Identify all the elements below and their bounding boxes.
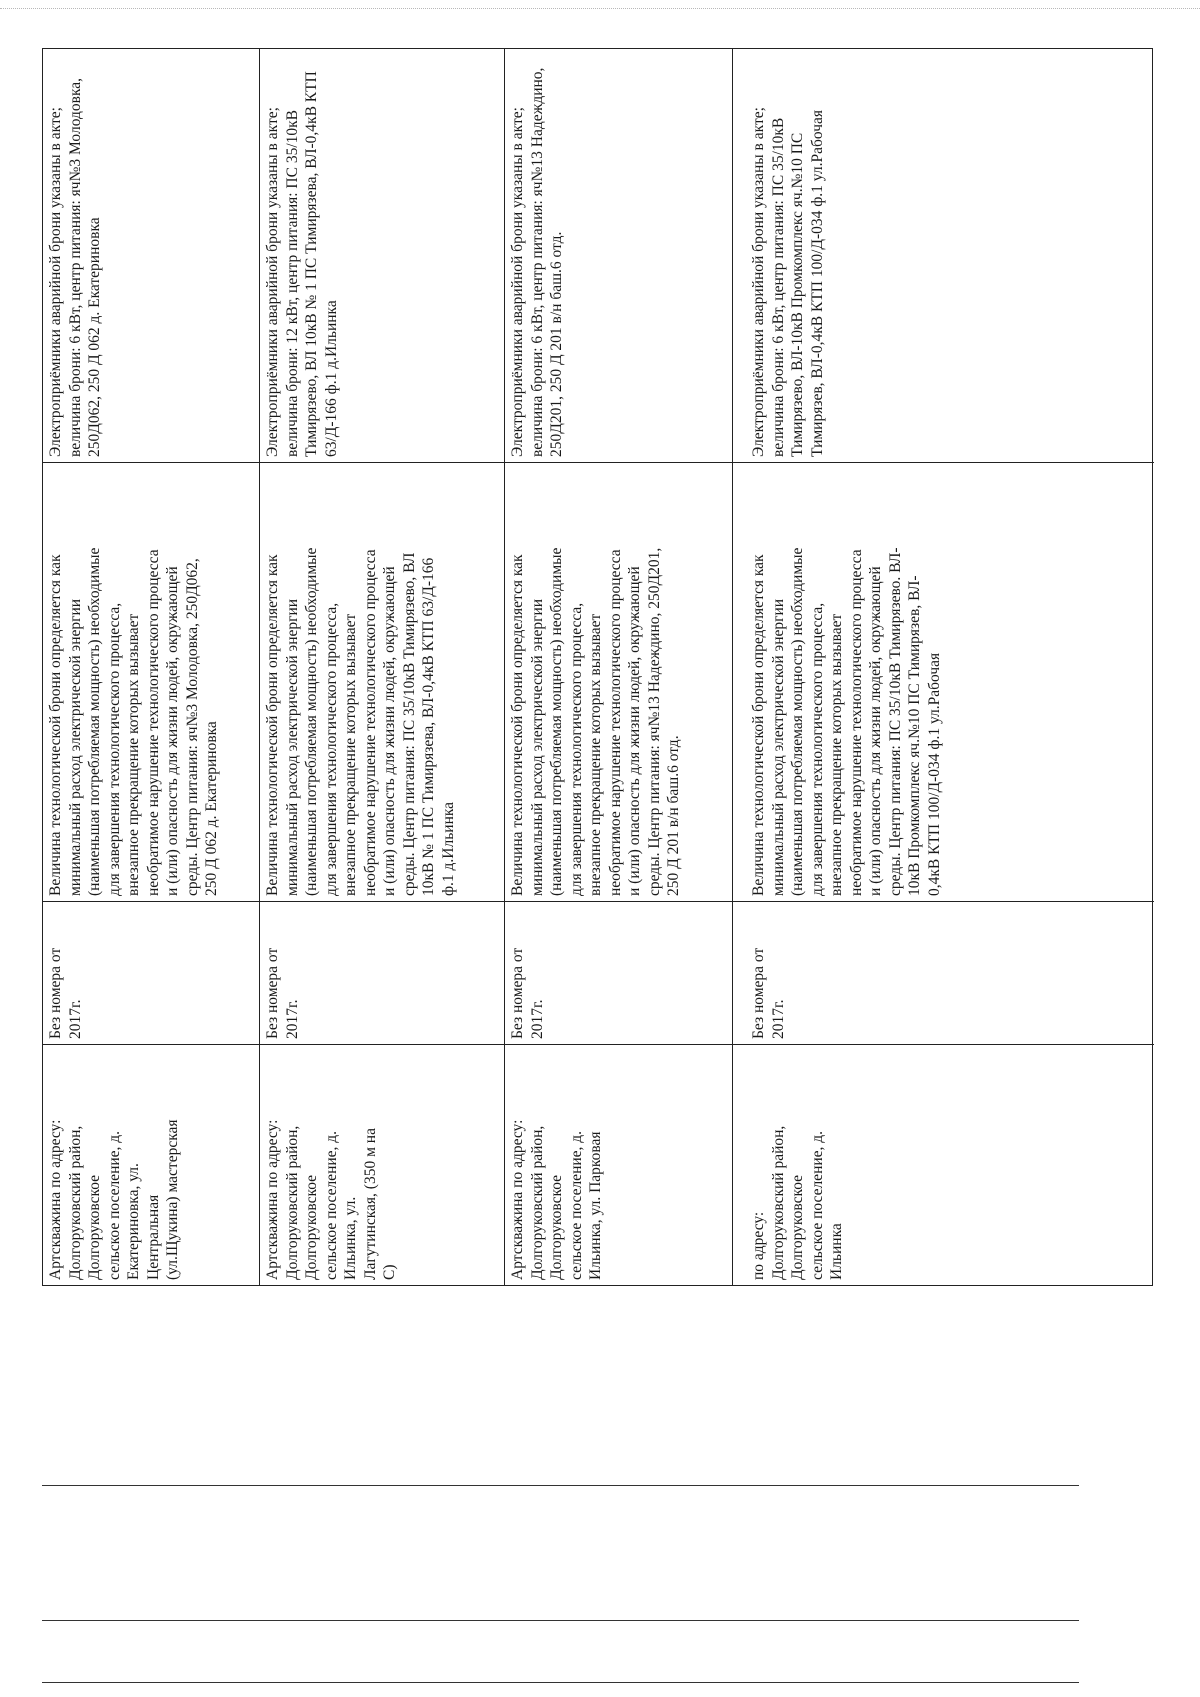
tech-reserve-cell: Величина технологической брони определяется как минимальный расход электрической энергии (наименьшая потребляемая мощность) необходимые для завершения технологического процесса, внезапное прекращение которых вызывает необратимое нарушение технологического процесса и (или) опасность для жизни людей, окружающей среды. Центр питания: ПС 35/10кВ Тимирязево, ВЛ 10кВ № 1 ПС Тимирязева, ВЛ-0,4кВ КТП 63/Д-166 ф.1 д.Ильинка xyxy=(260,463,504,902)
rotated-table-area xyxy=(42,48,1153,1286)
scan-top-edge xyxy=(0,8,1200,9)
table-row xyxy=(504,49,732,1285)
tech-reserve-cell: Величина технологической брони определяется как минимальный расход электрической энергии (наименьшая потребляемая мощность) необходимые для завершения технологического процесса, внезапное прекращение которых вызывает необратимое нарушение технологического процесса и (или) опасность для жизни людей, окружающей среды. Центр питания: яч№3 Молодовка, 250Д062, 250 Д 062 д. Екатериновка xyxy=(43,463,259,902)
act-cell: Без номера от 2017г. xyxy=(43,902,259,1045)
object-cell: Артскважина по адресу: Долгоруковский район, Долгоруковское сельское поселение, д. Ильинка, ул. Парковая xyxy=(509,1119,604,1280)
table-row xyxy=(259,49,504,1285)
act-cell: Без номера от 2017г. xyxy=(505,902,732,1045)
object-cell: по адресу: Долгоруковский район, Долгоруковское сельское поселение, д. Ильинка xyxy=(750,1125,845,1280)
horizontal-rule xyxy=(42,1682,1079,1683)
emergency-reserve-cell: Электроприёмники аварийной брони указаны в акте; величина брони: 6 кВт, центр питания: ПС 35/10кВ Тимирязево, ВЛ-10кВ Промкомплекс яч.№10 ПС Тимирязев, ВЛ-0,4кВ КТП 100/Д-034 ф.1 ул.Рабочая xyxy=(733,47,1154,463)
emergency-reserve-cell: Электроприёмники аварийной брони указаны в акте; величина брони: 6 кВт, центр питания: яч№3 Молодовка, 250Д062, 250 Д 062 д. Екатериновка xyxy=(43,47,259,463)
act-cell: Без номера от 2017г. xyxy=(733,902,1154,1045)
power-reserve-table xyxy=(42,48,1153,1286)
horizontal-rule xyxy=(42,1620,1079,1621)
horizontal-rule xyxy=(42,1485,1079,1486)
tech-reserve-cell: Величина технологической брони определяется как минимальный расход электрической энергии (наименьшая потребляемая мощность) необходимые для завершения технологического процесса, внезапное прекращение которых вызывает необратимое нарушение технологического процесса и (или) опасность для жизни людей, окружающей среды. Центр питания: яч№13 Надеждино, 250Д201, 250 Д 201 в/н баш.6 отд. xyxy=(505,463,732,902)
table-row xyxy=(732,49,1154,1285)
object-cell: Артскважина по адресу: Долгоруковский район, Долгоруковское сельское поселение, д. Ильинка, ул. Лагутинская, (350 м на С) xyxy=(264,1119,398,1280)
act-cell: Без номера от 2017г. xyxy=(260,902,504,1045)
table-row xyxy=(43,49,259,1285)
emergency-reserve-cell: Электроприёмники аварийной брони указаны в акте; величина брони: 6 кВт, центр питания: яч№13 Надеждино, 250Д201, 250 Д 201 в/н баш.6 отд. xyxy=(505,47,732,463)
emergency-reserve-cell: Электроприёмники аварийной брони указаны в акте; величина брони: 12 кВт, центр питания: ПС 35/10кВ Тимирязево, ВЛ 10кВ № 1 ПС Тимирязева, ВЛ-0,4кВ КТП 63/Д-166 ф.1 д.Ильинка xyxy=(260,47,504,463)
tech-reserve-cell: Величина технологической брони определяется как минимальный расход электрической энергии (наименьшая потребляемая мощность) необходимые для завершения технологического процесса, внезапное прекращение которых вызывает необратимое нарушение технологического процесса и (или) опасность для жизни людей, окружающей среды. Центр питания: ПС 35/10кВ Тимирязево. ВЛ- 10кВ Промкомплекс яч.№10 ПС Тимирязев, ВЛ- 0,4кВ КТП 100/Д-034 ф.1 ул.Рабочая xyxy=(733,463,1154,902)
object-cell: Артскважина по адресу: Долгоруковский район, Долгоруковское сельское поселение, д. Екатериновка, ул. Центральная (ул.Щукина) мастерская xyxy=(47,1119,181,1280)
